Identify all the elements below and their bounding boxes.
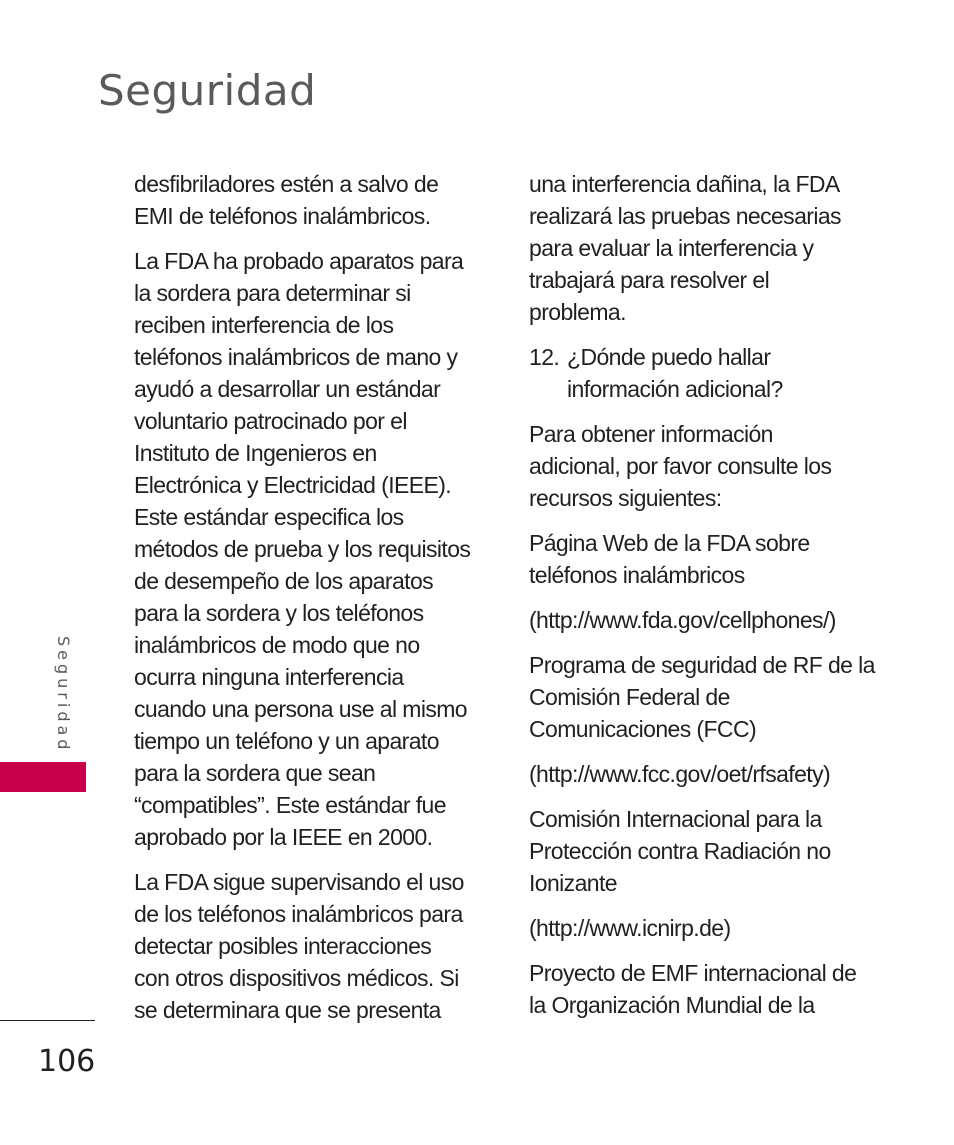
right-column: [529, 168, 889, 1034]
question-12: [529, 341, 889, 405]
resource-who-title: Proyecto de EMF internacional de la Organización Mundial de la: [529, 960, 857, 1018]
paragraph-interference: una interferencia dañina, la FDA realizará las pruebas necesarias para evaluar la interferencia y trabajará para resolver el problema.: [529, 171, 841, 325]
page-number: 106: [38, 1044, 96, 1079]
page-title: Seguridad: [98, 66, 317, 115]
left-column: [134, 168, 484, 1039]
paragraph-fda-hearing-aids: La FDA ha probado aparatos para la sordera para determinar si reciben interferencia de los teléfonos inalámbricos de mano y ayudó a desarrollar un estándar voluntario patrocinado por el Instituto de Ingenieros en Electrónica y Electricidad (IEEE). Este estándar especifica los métodos de prueba y los requisitos de desempeño de los aparatos para la sordera y los teléfonos inalámbricos de modo que no ocurra ninguna interferencia cuando una persona use al mismo tiempo un teléfono y un aparato para la sordera que sean “compatibles”. Este estándar fue aprobado por la IEEE en 2000.: [134, 248, 471, 850]
footer-divider: [0, 1020, 95, 1021]
resource-icnirp-title: Comisión Internacional para la Protección contra Radiación no Ionizante: [529, 806, 831, 896]
resource-fda-url: (http://www.fda.gov/cellphones/): [529, 607, 836, 633]
paragraph-emi: desfibriladores estén a salvo de EMI de teléfonos inalámbricos.: [134, 171, 439, 229]
resource-fcc-title: Programa de seguridad de RF de la Comisión Federal de Comunicaciones (FCC): [529, 652, 875, 742]
resource-fcc-url: (http://www.fcc.gov/oet/rfsafety): [529, 761, 831, 787]
resource-icnirp-url: (http://www.icnirp.de): [529, 915, 731, 941]
question-text: ¿Dónde puedo hallar información adicional?: [567, 344, 783, 402]
side-section-label: Seguridad: [54, 636, 73, 754]
paragraph-fda-monitoring: La FDA sigue supervisando el uso de los teléfonos inalámbricos para detectar posibles interacciones con otros dispositivos médicos. Si se determinara que se presenta: [134, 869, 464, 1023]
paragraph-resources-intro: Para obtener información adicional, por favor consulte los recursos siguientes:: [529, 421, 832, 511]
resource-fda-title: Página Web de la FDA sobre teléfonos inalámbricos: [529, 530, 810, 588]
section-tab-marker: [0, 762, 86, 792]
question-number: 12.: [529, 344, 560, 370]
